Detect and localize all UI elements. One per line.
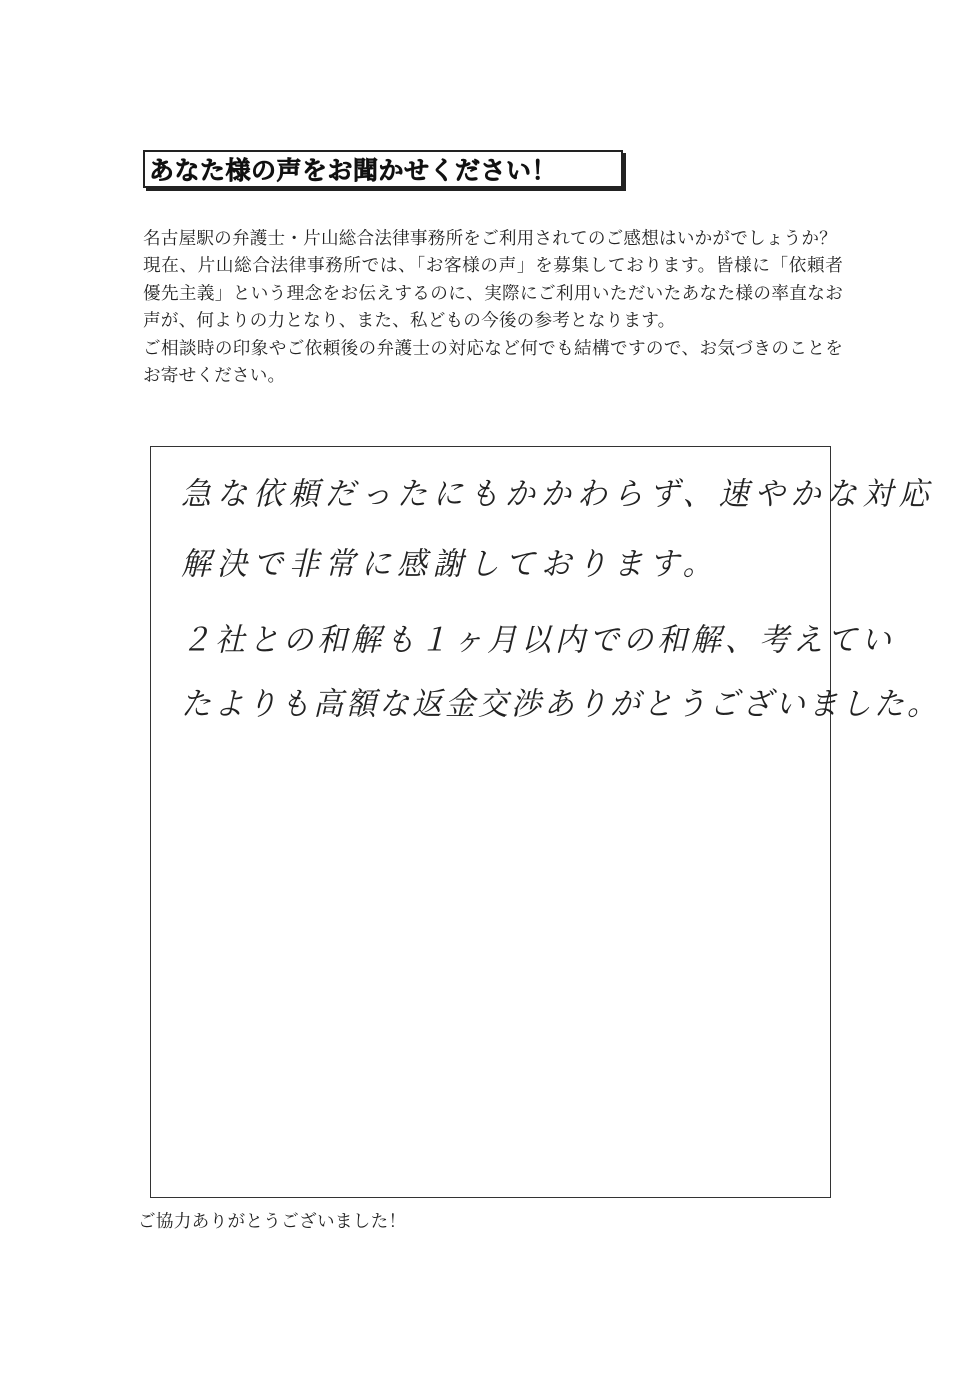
intro-paragraph-3: ご相談時の印象やご依頼後の弁護士の対応など何でも結構ですので、お気づきのことをお寄せください。 — [143, 338, 843, 387]
handwritten-line-4: たよりも高額な返金交渉ありがとうございました。 — [181, 686, 940, 724]
intro-paragraph-2: 現在、片山総合法律事務所では、「お客様の声」を募集しております。皆様に「依頼者優先主義」という理念をお伝えするのに、実際にご利用いただいたあなた様の率直なお声が、何よりの力となり、また、私どもの今後の参考となります。 — [143, 256, 843, 332]
closing-message: ご協力ありがとうございました！ — [138, 1212, 407, 1232]
handwritten-line-2: 解決で非常に感謝しております。 — [181, 546, 719, 584]
handwritten-answer-box — [150, 446, 940, 1198]
title-box — [143, 150, 623, 188]
intro-paragraph-1: 名古屋駅の弁護士・片山総合法律事務所をご利用されてのご感想はいかがでしょうか？ — [143, 229, 837, 249]
handwritten-line-1: 急な依頼だったにもかかわらず、速やかな対応 — [181, 476, 935, 514]
handwritten-line-3: ２社との和解も１ヶ月以内での和解、考えてい — [181, 622, 895, 660]
intro-text — [143, 226, 843, 390]
page-title: あなた様の声をお聞かせください！ — [149, 156, 558, 185]
